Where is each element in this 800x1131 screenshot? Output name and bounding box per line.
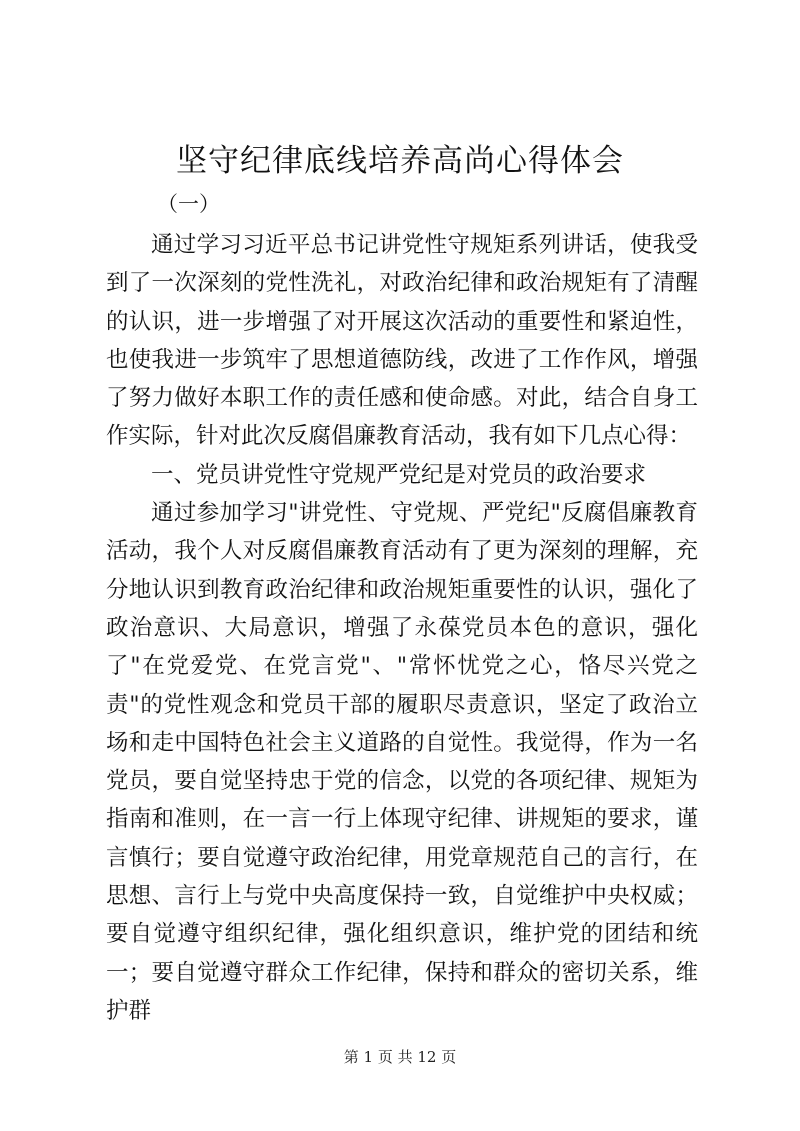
document-title: 坚守纪律底线培养高尚心得体会 (176, 143, 624, 179)
section-heading: 一、党员讲党性守党规严党纪是对党员的政治要求 (151, 461, 647, 488)
section-number: （一） (157, 192, 220, 216)
document-body (106, 226, 698, 1030)
body-paragraph-1: 通过学习习近平总书记讲党性守规矩系列讲话，使我受到了一次深刻的党性洗礼，对政治纪律和政治规矩有了清醒的认识，进一步增强了对开展这次活动的重要性和紧迫性，也使我进一步筑牢了思想道德防线，改进了工作作风，增强了努力做好本职工作的责任感和使命感。对此，结合自身工作实际，针对此次反腐倡廉教育活动，我有如下几点心得： (106, 232, 698, 450)
body-paragraph-2: 通过参加学习"讲党性、守党规、严党纪"反腐倡廉教育活动，我个人对反腐倡廉教育活动有了更为深刻的理解，充分地认识到教育政治纪律和政治规矩重要性的认识，强化了政治意识、大局意识，增强了永葆党员本色的意识，强化了"在党爱党、在党言党"、"常怀忧党之心，恪尽兴党之责"的党性观念和党员干部的履职尽责意识，坚定了政治立场和走中国特色社会主义道路的自觉性。我觉得，作为一名党员，要自觉坚持忠于党的信念，以党的各项纪律、规矩为指南和准则，在一言一行上体现守纪律、讲规矩的要求，谨言慎行；要自觉遵守政治纪律，用党章规范自己的言行，在思想、言行上与党中央高度保持一致，自觉维护中央权威；要自觉遵守组织纪律，强化组织意识，维护党的团结和统一；要自觉遵守群众工作纪律，保持和群众的密切关系，维护群 (106, 500, 698, 1024)
page-footer: 第 1 页 共 12 页 (343, 1048, 457, 1066)
